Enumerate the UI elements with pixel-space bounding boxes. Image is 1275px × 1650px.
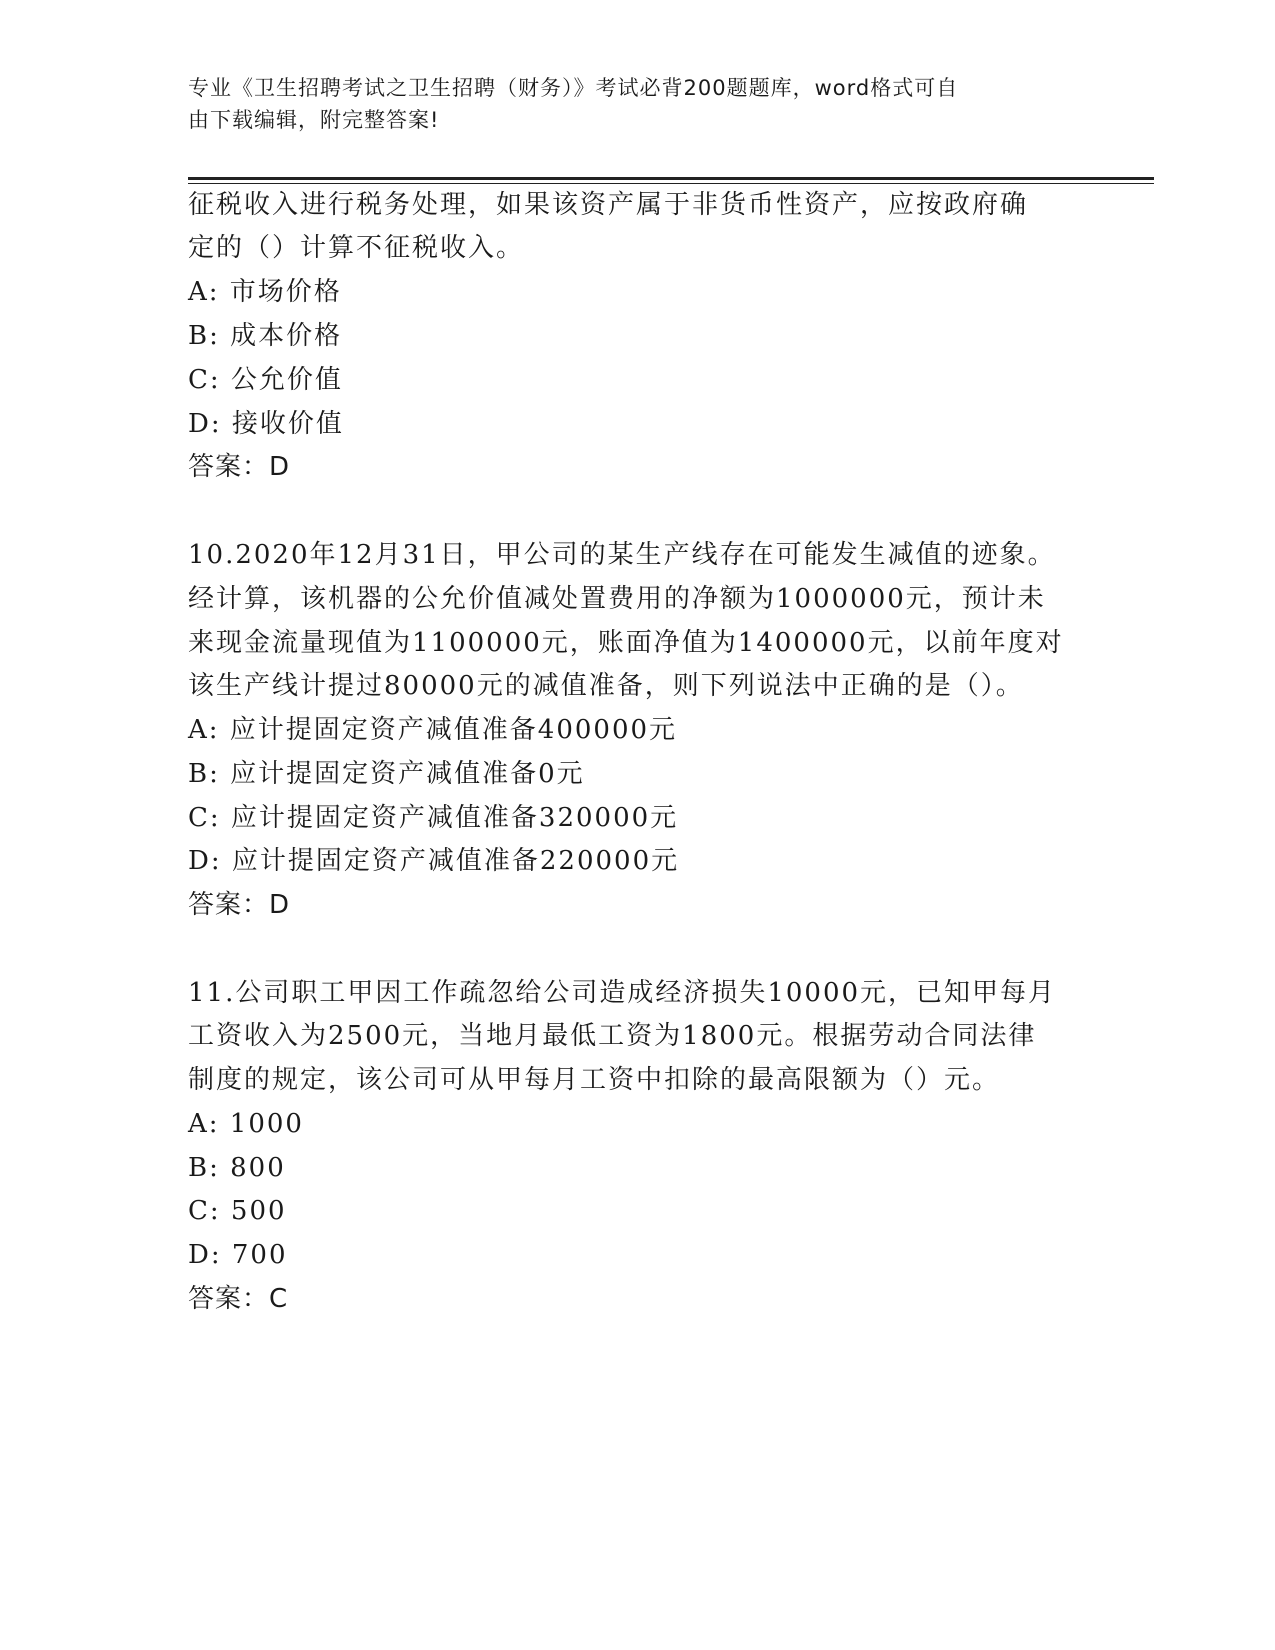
q9-option-d: D: 接收价值 xyxy=(188,409,344,439)
q9-answer: 答案：D xyxy=(188,452,291,482)
q9-option-b: B: 成本价格 xyxy=(188,321,343,351)
q9-option-c: C: 公允价值 xyxy=(188,365,343,395)
q9-option-a: A: 市场价格 xyxy=(188,277,342,307)
q10-option-b: B: 应计提固定资产减值准备0元 xyxy=(188,759,585,789)
q10-option-d: D: 应计提固定资产减值准备220000元 xyxy=(188,846,680,876)
q10-option-a: A: 应计提固定资产减值准备400000元 xyxy=(188,715,678,745)
q11-answer: 答案：C xyxy=(188,1284,289,1314)
q9-stem-line-1: 征税收入进行税务处理，如果该资产属于非货币性资产，应按政府确 xyxy=(188,190,1029,220)
q11-stem-line-3: 制度的规定，该公司可从甲每月工资中扣除的最高限额为（）元。 xyxy=(188,1065,1001,1095)
q11-option-d: D: 700 xyxy=(188,1240,288,1270)
header-divider-thick xyxy=(188,177,1154,180)
q10-stem-line-3: 来现金流量现值为1100000元，账面净值为1400000元，以前年度对 xyxy=(188,628,1064,658)
q11-stem-line-1: 11.公司职工甲因工作疏忽给公司造成经济损失10000元，已知甲每月 xyxy=(188,978,1057,1008)
header-divider-thin xyxy=(188,183,1154,184)
q10-stem-line-4: 该生产线计提过80000元的减值准备，则下列说法中正确的是（）。 xyxy=(188,671,1024,701)
q10-option-c: C: 应计提固定资产减值准备320000元 xyxy=(188,803,679,833)
q11-option-a: A: 1000 xyxy=(188,1109,304,1139)
document-header xyxy=(188,72,1068,136)
q10-stem-line-2: 经计算，该机器的公允价值减处置费用的净额为1000000元，预计未 xyxy=(188,584,1046,614)
q9-stem-line-2: 定的（）计算不征税收入。 xyxy=(188,233,525,263)
header-line-1: 专业《卫生招聘考试之卫生招聘（财务）》考试必背200题题库，word格式可自 xyxy=(188,76,959,100)
q11-stem-line-2: 工资收入为2500元，当地月最低工资为1800元。根据劳动合同法律 xyxy=(188,1021,1037,1051)
q10-stem-line-1: 10.2020年12月31日，甲公司的某生产线存在可能发生减值的迹象。 xyxy=(188,540,1056,570)
q11-option-c: C: 500 xyxy=(188,1196,287,1226)
q10-answer: 答案：D xyxy=(188,890,291,920)
q11-option-b: B: 800 xyxy=(188,1153,286,1183)
header-line-2: 由下载编辑，附完整答案! xyxy=(188,108,440,132)
